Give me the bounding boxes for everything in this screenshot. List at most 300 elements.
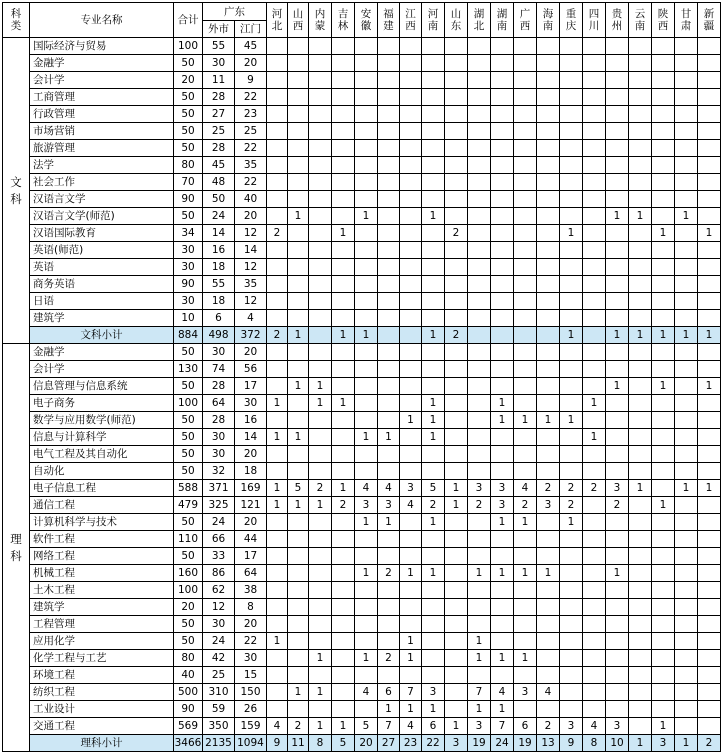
province-cell — [675, 684, 698, 701]
subtotal-province: 2 — [698, 735, 721, 752]
province-cell — [378, 208, 400, 225]
province-cell — [332, 123, 355, 140]
province-cell — [698, 174, 721, 191]
outside-cell: 30 — [203, 344, 235, 361]
province-cell — [698, 667, 721, 684]
province-cell — [606, 514, 629, 531]
province-cell — [698, 684, 721, 701]
province-cell: 2 — [267, 225, 288, 242]
table-row — [3, 548, 721, 565]
province-cell — [445, 667, 468, 684]
province-cell — [288, 361, 309, 378]
province-cell — [445, 650, 468, 667]
major-name: 建筑学 — [30, 599, 174, 616]
province-cell — [332, 361, 355, 378]
subtotal-province: 1 — [288, 327, 309, 344]
jiangmen-cell: 22 — [235, 633, 267, 650]
province-cell — [468, 259, 491, 276]
province-cell — [309, 582, 332, 599]
province-cell — [378, 55, 400, 72]
province-cell: 1 — [332, 480, 355, 497]
province-cell — [400, 616, 422, 633]
province-cell — [560, 123, 583, 140]
province-cell — [675, 225, 698, 242]
province-cell: 3 — [606, 480, 629, 497]
jiangmen-cell: 12 — [235, 293, 267, 310]
province-cell — [606, 599, 629, 616]
province-cell — [267, 208, 288, 225]
province-cell — [698, 616, 721, 633]
province-cell: 1 — [309, 378, 332, 395]
province-cell — [400, 293, 422, 310]
province-cell — [652, 395, 675, 412]
province-cell — [288, 650, 309, 667]
province-cell — [629, 667, 652, 684]
province-cell — [332, 565, 355, 582]
enrollment-plan-table — [2, 2, 721, 752]
province-cell — [355, 616, 378, 633]
total-cell: 90 — [174, 276, 203, 293]
province-cell — [422, 531, 445, 548]
province-cell — [514, 208, 537, 225]
major-name: 网络工程 — [30, 548, 174, 565]
total-cell: 50 — [174, 514, 203, 531]
province-cell — [514, 293, 537, 310]
province-cell — [445, 616, 468, 633]
province-cell — [491, 667, 514, 684]
province-cell — [606, 242, 629, 259]
province-cell — [491, 446, 514, 463]
province-cell — [288, 582, 309, 599]
province-cell — [445, 412, 468, 429]
total-cell: 80 — [174, 157, 203, 174]
province-cell: 4 — [400, 497, 422, 514]
province-cell — [652, 72, 675, 89]
header-province: 海 南 — [537, 3, 560, 38]
province-cell — [332, 276, 355, 293]
jiangmen-cell: 30 — [235, 395, 267, 412]
province-cell — [378, 72, 400, 89]
province-cell — [468, 191, 491, 208]
outside-cell: 18 — [203, 293, 235, 310]
province-cell — [445, 140, 468, 157]
province-cell — [537, 191, 560, 208]
province-cell — [606, 395, 629, 412]
province-cell — [560, 361, 583, 378]
province-cell — [675, 293, 698, 310]
province-cell: 1 — [537, 565, 560, 582]
province-cell: 1 — [378, 514, 400, 531]
province-cell — [288, 72, 309, 89]
province-cell — [422, 463, 445, 480]
subtotal-row — [3, 327, 721, 344]
province-cell — [629, 446, 652, 463]
province-cell — [288, 599, 309, 616]
jiangmen-cell: 14 — [235, 242, 267, 259]
province-cell — [491, 259, 514, 276]
province-cell — [267, 174, 288, 191]
province-cell — [400, 344, 422, 361]
header-province: 山 东 — [445, 3, 468, 38]
province-cell — [629, 310, 652, 327]
province-cell — [675, 650, 698, 667]
province-cell — [309, 225, 332, 242]
province-cell — [445, 395, 468, 412]
province-cell — [445, 463, 468, 480]
outside-cell: 24 — [203, 633, 235, 650]
subtotal-label: 理科小计 — [30, 735, 174, 752]
table-row — [3, 616, 721, 633]
province-cell — [288, 565, 309, 582]
subtotal-province — [491, 327, 514, 344]
province-cell — [332, 174, 355, 191]
province-cell — [309, 667, 332, 684]
province-cell — [537, 633, 560, 650]
province-cell: 1 — [288, 378, 309, 395]
province-cell — [537, 38, 560, 55]
province-cell — [468, 616, 491, 633]
province-cell — [629, 106, 652, 123]
table-row — [3, 684, 721, 701]
province-cell — [537, 55, 560, 72]
jiangmen-cell: 56 — [235, 361, 267, 378]
table-row — [3, 378, 721, 395]
province-cell — [267, 684, 288, 701]
province-cell — [652, 293, 675, 310]
province-cell — [675, 582, 698, 599]
subtotal-total: 3466 — [174, 735, 203, 752]
province-cell — [309, 531, 332, 548]
province-cell — [652, 514, 675, 531]
province-cell — [560, 157, 583, 174]
table-row — [3, 157, 721, 174]
province-cell — [652, 633, 675, 650]
header-province: 安 徽 — [355, 3, 378, 38]
province-cell — [355, 412, 378, 429]
province-cell: 4 — [583, 718, 606, 735]
province-cell: 3 — [491, 480, 514, 497]
table-row — [3, 208, 721, 225]
province-cell — [606, 650, 629, 667]
province-cell — [698, 157, 721, 174]
province-cell — [560, 650, 583, 667]
province-cell — [514, 344, 537, 361]
province-cell — [606, 174, 629, 191]
province-cell — [400, 157, 422, 174]
province-cell: 1 — [267, 480, 288, 497]
table-row — [3, 140, 721, 157]
major-name: 金融学 — [30, 55, 174, 72]
province-cell: 1 — [288, 684, 309, 701]
subtotal-province: 22 — [422, 735, 445, 752]
province-cell — [583, 616, 606, 633]
province-cell: 7 — [468, 684, 491, 701]
major-name: 国际经济与贸易 — [30, 38, 174, 55]
province-cell — [267, 106, 288, 123]
province-cell — [560, 446, 583, 463]
outside-cell: 11 — [203, 72, 235, 89]
province-cell — [288, 89, 309, 106]
province-cell — [652, 174, 675, 191]
province-cell — [537, 463, 560, 480]
province-cell: 1 — [491, 395, 514, 412]
province-cell — [400, 446, 422, 463]
province-cell — [332, 55, 355, 72]
province-cell — [514, 531, 537, 548]
province-cell — [606, 191, 629, 208]
province-cell — [445, 89, 468, 106]
jiangmen-cell: 45 — [235, 38, 267, 55]
province-cell — [698, 123, 721, 140]
province-cell — [378, 310, 400, 327]
province-cell — [675, 191, 698, 208]
province-cell — [560, 208, 583, 225]
jiangmen-cell: 35 — [235, 276, 267, 293]
province-cell — [378, 123, 400, 140]
province-cell — [583, 174, 606, 191]
province-cell — [309, 276, 332, 293]
province-cell — [514, 106, 537, 123]
province-cell: 1 — [309, 497, 332, 514]
province-cell — [583, 242, 606, 259]
jiangmen-cell: 22 — [235, 140, 267, 157]
province-cell — [629, 38, 652, 55]
province-cell — [537, 378, 560, 395]
total-cell: 50 — [174, 106, 203, 123]
province-cell — [491, 531, 514, 548]
province-cell — [629, 531, 652, 548]
province-cell — [491, 378, 514, 395]
province-cell — [675, 140, 698, 157]
subtotal-province: 19 — [514, 735, 537, 752]
province-cell — [698, 650, 721, 667]
province-cell — [422, 106, 445, 123]
province-cell — [355, 582, 378, 599]
total-cell: 479 — [174, 497, 203, 514]
province-cell — [332, 667, 355, 684]
province-cell — [698, 361, 721, 378]
province-cell — [698, 463, 721, 480]
province-cell — [698, 72, 721, 89]
province-cell — [629, 140, 652, 157]
province-cell — [675, 123, 698, 140]
province-cell — [698, 718, 721, 735]
header-province: 吉 林 — [332, 3, 355, 38]
jiangmen-cell: 150 — [235, 684, 267, 701]
major-name: 工程管理 — [30, 616, 174, 633]
total-cell: 100 — [174, 395, 203, 412]
province-cell — [560, 242, 583, 259]
province-cell — [537, 548, 560, 565]
province-cell: 1 — [378, 701, 400, 718]
province-cell: 1 — [355, 208, 378, 225]
outside-cell: 310 — [203, 684, 235, 701]
table-row — [3, 599, 721, 616]
province-cell — [468, 293, 491, 310]
province-cell — [355, 38, 378, 55]
province-cell — [629, 616, 652, 633]
province-cell — [560, 106, 583, 123]
major-name: 日语 — [30, 293, 174, 310]
province-cell — [491, 157, 514, 174]
province-cell — [583, 701, 606, 718]
province-cell — [468, 72, 491, 89]
province-cell — [309, 259, 332, 276]
subtotal-total: 884 — [174, 327, 203, 344]
province-cell: 1 — [445, 480, 468, 497]
total-cell: 130 — [174, 361, 203, 378]
province-cell: 1 — [445, 497, 468, 514]
outside-cell: 28 — [203, 140, 235, 157]
province-cell — [332, 140, 355, 157]
province-cell — [514, 599, 537, 616]
province-cell — [675, 412, 698, 429]
outside-cell: 14 — [203, 225, 235, 242]
province-cell — [675, 667, 698, 684]
province-cell — [288, 174, 309, 191]
province-cell: 1 — [583, 395, 606, 412]
province-cell — [698, 446, 721, 463]
province-cell — [309, 446, 332, 463]
province-cell: 2 — [288, 718, 309, 735]
jiangmen-cell: 40 — [235, 191, 267, 208]
table-row — [3, 446, 721, 463]
subtotal-province: 2 — [445, 327, 468, 344]
outside-cell: 30 — [203, 55, 235, 72]
province-cell — [652, 616, 675, 633]
subtotal-province — [537, 327, 560, 344]
province-cell — [606, 701, 629, 718]
province-cell: 2 — [537, 718, 560, 735]
province-cell — [675, 106, 698, 123]
major-name: 工业设计 — [30, 701, 174, 718]
province-cell — [629, 242, 652, 259]
jiangmen-cell: 26 — [235, 701, 267, 718]
province-cell — [267, 259, 288, 276]
header-row — [3, 3, 721, 21]
province-cell — [698, 565, 721, 582]
jiangmen-cell: 17 — [235, 548, 267, 565]
province-cell — [400, 378, 422, 395]
province-cell — [355, 548, 378, 565]
province-cell — [629, 429, 652, 446]
province-cell — [675, 55, 698, 72]
major-name: 工商管理 — [30, 89, 174, 106]
province-cell: 1 — [309, 684, 332, 701]
province-cell: 1 — [400, 701, 422, 718]
province-cell — [652, 650, 675, 667]
province-cell — [309, 140, 332, 157]
major-name: 行政管理 — [30, 106, 174, 123]
table-row — [3, 633, 721, 650]
province-cell — [288, 123, 309, 140]
header-jiangmen: 江门 — [235, 21, 267, 38]
jiangmen-cell: 30 — [235, 650, 267, 667]
major-name: 电子信息工程 — [30, 480, 174, 497]
province-cell — [400, 310, 422, 327]
province-cell — [675, 242, 698, 259]
province-cell — [652, 531, 675, 548]
province-cell — [309, 633, 332, 650]
province-cell — [675, 531, 698, 548]
province-cell — [422, 310, 445, 327]
province-cell — [288, 633, 309, 650]
province-cell: 4 — [514, 480, 537, 497]
total-cell: 50 — [174, 463, 203, 480]
subtotal-province: 20 — [355, 735, 378, 752]
province-cell: 1 — [675, 480, 698, 497]
province-cell — [675, 718, 698, 735]
province-cell — [583, 310, 606, 327]
province-cell: 2 — [606, 497, 629, 514]
province-cell — [332, 650, 355, 667]
province-cell — [560, 531, 583, 548]
province-cell — [583, 157, 606, 174]
province-cell — [267, 276, 288, 293]
province-cell — [445, 310, 468, 327]
province-cell — [491, 140, 514, 157]
province-cell — [514, 548, 537, 565]
province-cell — [445, 242, 468, 259]
province-cell — [378, 38, 400, 55]
province-cell — [606, 684, 629, 701]
province-cell — [629, 361, 652, 378]
outside-cell: 18 — [203, 259, 235, 276]
province-cell — [652, 701, 675, 718]
header-outside: 外市 — [203, 21, 235, 38]
outside-cell: 27 — [203, 106, 235, 123]
province-cell — [332, 429, 355, 446]
subtotal-province: 1 — [629, 735, 652, 752]
subtotal-province: 9 — [267, 735, 288, 752]
province-cell — [378, 582, 400, 599]
province-cell — [606, 38, 629, 55]
province-cell: 2 — [583, 480, 606, 497]
province-cell — [560, 72, 583, 89]
province-cell: 1 — [652, 378, 675, 395]
subtotal-province: 3 — [652, 735, 675, 752]
province-cell — [606, 531, 629, 548]
province-cell — [445, 633, 468, 650]
province-cell — [583, 650, 606, 667]
province-cell — [560, 565, 583, 582]
header-province: 福 建 — [378, 3, 400, 38]
province-cell — [583, 463, 606, 480]
jiangmen-cell: 169 — [235, 480, 267, 497]
total-cell: 90 — [174, 191, 203, 208]
province-cell — [629, 548, 652, 565]
province-cell — [583, 106, 606, 123]
province-cell — [400, 174, 422, 191]
province-cell — [560, 429, 583, 446]
table-row — [3, 259, 721, 276]
total-cell: 20 — [174, 72, 203, 89]
province-cell — [652, 157, 675, 174]
province-cell — [378, 667, 400, 684]
province-cell: 2 — [378, 565, 400, 582]
province-cell — [422, 633, 445, 650]
total-cell: 50 — [174, 344, 203, 361]
outside-cell: 48 — [203, 174, 235, 191]
province-cell: 2 — [422, 497, 445, 514]
outside-cell: 33 — [203, 548, 235, 565]
province-cell — [629, 565, 652, 582]
province-cell — [378, 191, 400, 208]
province-cell — [698, 344, 721, 361]
table-row — [3, 191, 721, 208]
province-cell — [332, 599, 355, 616]
province-cell — [537, 106, 560, 123]
